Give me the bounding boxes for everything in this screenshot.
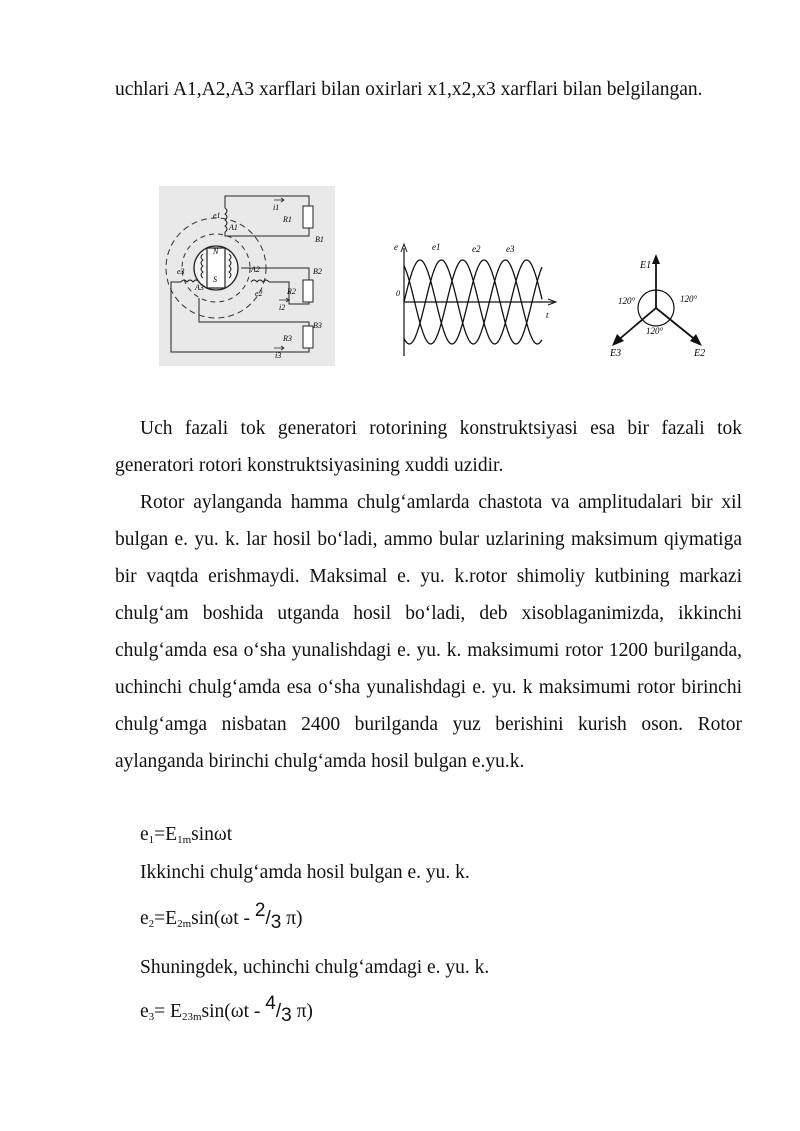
equation-e3: $e_3= E_{23m}\sin(\omega t - 4/3$ π)	[140, 993, 313, 1026]
label-origin: 0	[396, 289, 400, 298]
label-e3: e3	[177, 267, 185, 276]
label-A1: A1	[229, 223, 238, 232]
label-B1: B1	[315, 235, 324, 244]
label-i1: i1	[273, 203, 280, 212]
equation-e1: $e_1=E_{1m}\sin\omega t$	[140, 824, 233, 846]
label-angle-bottom: 120°	[646, 326, 664, 336]
label-N: N	[213, 247, 219, 256]
paragraph-second-winding: Ikkinchi chulg‘amda hosil bulgan e. yu. k.	[140, 862, 470, 883]
label-A3: A3	[195, 283, 204, 292]
label-angle-right: 120°	[680, 294, 698, 304]
label-t: t	[546, 310, 549, 320]
label-wave-e3: e3	[506, 244, 515, 254]
label-R2: R2	[287, 287, 296, 296]
label-i3: i3	[275, 351, 282, 360]
phasor-diagram-figure	[604, 248, 724, 363]
label-E3: E3	[610, 348, 622, 359]
label-e2: e2	[255, 289, 263, 298]
generator-schematic-figure	[159, 186, 335, 366]
label-B3: B3	[313, 321, 322, 330]
label-A2: A2	[251, 265, 260, 274]
label-wave-e2: e2	[472, 244, 481, 254]
label-B2: B2	[313, 267, 322, 276]
label-i2: i2	[279, 303, 286, 312]
three-phase-waves-figure	[392, 238, 562, 358]
paragraph-intro: uchlari A1,A2,A3 xarflari bilan oxirlari x1,x2,x3 xarflari bilan belgilangan.	[115, 79, 703, 100]
equation-e2: $e_2=E_{2m}\sin(\omega t - 2/3$ π)	[140, 900, 303, 933]
label-E1: E1	[640, 260, 652, 271]
paragraph-rotor-emf: Rotor aylanganda hamma chulg‘amlarda chastota va amplitudalari bir xil bulgan e. yu. k. lar hosil bo‘ladi, ammo bular uzlarining maksimum qiymatiga bir vaqtda erishmaydi. Maksimal e. yu. k.rotor shimoliy kutbining markazi chulg‘am boshida utganda hosil bo‘ladi, deb xisoblaganimizda, ikkinchi chulg‘amda esa o‘sha yunalishdagi e. yu. k. maksimumi rotor 1200 burilganda, uchinchi chulg‘amda esa o‘sha yunalishdagi e. yu. k maksimumi rotor birinchi chulg‘amga nisbatan 2400 burilganda yuz berishini kurish oson. Rotor aylanganda birinchi chulg‘amda hosil bulgan e.yu.k.	[115, 492, 742, 772]
paragraph-third-winding: Shuningdek, uchinchi chulg‘amdagi e. yu. k.	[140, 957, 490, 978]
label-E2: E2	[694, 348, 706, 359]
label-R3: R3	[283, 334, 292, 343]
label-R1: R1	[283, 215, 292, 224]
label-e1: e1	[213, 211, 221, 220]
label-S: S	[213, 275, 217, 284]
label-e: e	[394, 242, 398, 252]
label-angle-left: 120°	[618, 296, 636, 306]
label-wave-e1: e1	[432, 242, 441, 252]
paragraph-rotor-construction: Uch fazali tok generatori rotorining konstruktsiyasi esa bir fazali tok generatori rotori konstruktsiyasining xuddi uzidir.	[115, 418, 742, 476]
